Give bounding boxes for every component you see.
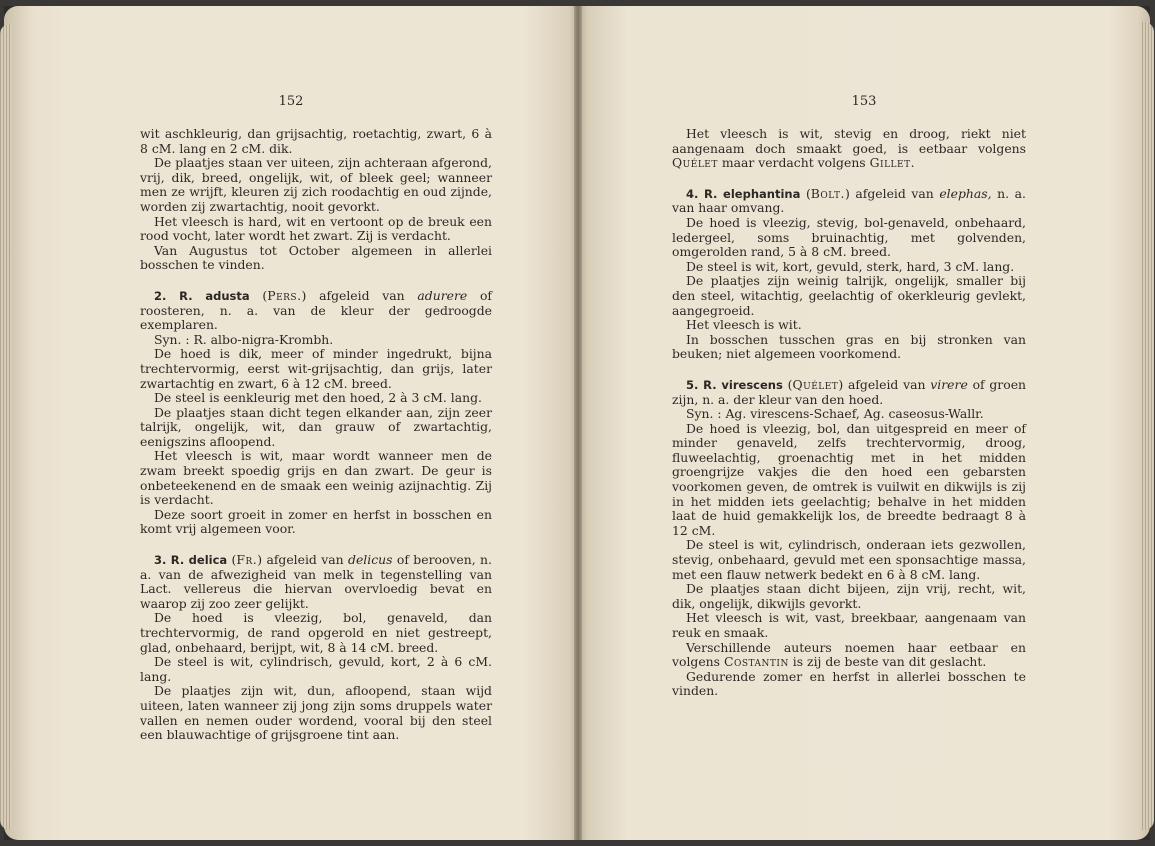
paragraph: Deze soort groeit in zomer en herfst in bosschen en komt vrij algemeen voor. bbox=[140, 506, 492, 537]
etymology-word: delicus bbox=[348, 552, 393, 568]
book-gutter bbox=[574, 6, 582, 840]
paragraph: De plaatjes staan dicht tegen elkander aan, zijn zeer talrijk, ongelijk, wit, dan grauw of zwartachtig, eenigszins afloopend. bbox=[140, 404, 492, 449]
entry-lead: afgeleid van bbox=[266, 552, 344, 568]
paragraph: De hoed is vleezig, bol, genaveld, dan trechtervormig, de rand opgerold en niet gestreept, glad, onbehaard, berijpt, wit, 8 à 14 cM. breed. bbox=[140, 610, 492, 655]
author-name: Costantin bbox=[723, 654, 789, 670]
paragraph: Het vleesch is wit. bbox=[686, 317, 802, 333]
right-page bbox=[578, 6, 1150, 840]
etymology-word: adurere bbox=[417, 287, 468, 303]
text-run: Verschillende auteurs noemen haar eetbaar en volgens bbox=[672, 639, 1026, 670]
entry-number: 3. bbox=[154, 553, 167, 568]
paragraph: De plaatjes zijn weinig talrijk, ongelijk, smaller bij den steel, witachtig, geelachtig of okerkleurig gevlekt, aangegroeid. bbox=[672, 273, 1026, 318]
paragraph: De steel is eenkleurig met den hoed, 2 à 3 cM. lang. bbox=[154, 390, 482, 406]
entry-author: Fr. bbox=[236, 552, 258, 568]
entry-number: 5. bbox=[686, 377, 699, 392]
right-page-number: 153 bbox=[851, 94, 877, 109]
synonym-line: Syn. : Ag. virescens-Schaef, Ag. caseosus-Wallr. bbox=[686, 406, 984, 422]
author-name: Quélet bbox=[672, 155, 718, 171]
entry-name: R. delica bbox=[170, 553, 228, 568]
entry-heading-delica: 3. R. delica (Fr.) afgeleid van delicus of berooven, n. a. van de afwezigheid van melk in tegenstelling van Lact. vellereus die hiervan overvloedig bevat en waarop zij zoo zeer gelijkt. bbox=[140, 552, 492, 611]
paragraph: De hoed is vleezig, stevig, bol-genaveld, onbehaard, ledergeel, soms bruinachtig, met golvenden, omgerolden rand, 5 à 8 cM. breed. bbox=[672, 214, 1026, 260]
paragraph: De steel is wit, cylindrisch, gevuld, kort, 2 à 6 cM. lang. bbox=[140, 654, 492, 684]
paragraph: In bosschen tusschen gras en bij stronken van beuken; niet algemeen voorkomend. bbox=[672, 331, 1026, 362]
entry-lead: afgeleid van bbox=[319, 287, 405, 303]
right-page-edges bbox=[1142, 22, 1154, 830]
paragraph: Het vleesch is hard, wit en vertoont op de breuk een rood vocht, later wordt het zwart. Zij is verdacht. bbox=[140, 213, 492, 244]
synonym-line: Syn. : R. albo-nigra-Krombh. bbox=[154, 331, 334, 347]
entry-heading-elephantina: 4. R. elephantina (Bolt.) afgeleid van elephas, n. a. van haar omvang. bbox=[672, 185, 1026, 216]
paragraph: wit aschkleurig, dan grijsachtig, roetachtig, zwart, 6 à 8 cM. lang en 2 cM. dik. bbox=[140, 126, 492, 156]
paragraph: De hoed is vleezig, bol, dan uitgespreid en meer of minder genaveld, zelfs trechtervormig, droog, fluweelachtig, groenachtig met in het midden groengrijze vakjes die den hoed een gebarsten voorkomen geven, de omtrek is vuilwit en dikwijls is zij in het midden iets geelachtig; behalve in het midden laat de huid gemakkelijk los, de breedte bedraagt 8 à 12 cM. bbox=[672, 420, 1026, 538]
entry-number: 4. bbox=[686, 186, 699, 201]
entry-number: 2. bbox=[154, 288, 167, 303]
entry-lead: afgeleid van bbox=[855, 185, 934, 201]
text-run: is zij de beste van dit geslacht. bbox=[792, 654, 987, 670]
entry-heading-adusta: 2. R. adusta (Pers.) afgeleid van adurere of roosteren, n. a. van de kleur der gedroogde exemplaren. bbox=[140, 287, 492, 333]
left-page-edges bbox=[0, 24, 12, 830]
entry-rest: n. a. van haar omvang. bbox=[672, 185, 1026, 216]
author-name: Gillet. bbox=[869, 155, 916, 171]
entry-author: Bolt. bbox=[810, 185, 845, 201]
paragraph: De steel is wit, kort, gevuld, sterk, hard, 3 cM. lang. bbox=[686, 258, 1015, 274]
paragraph: Van Augustus tot October algemeen in allerlei bosschen te vinden. bbox=[140, 242, 492, 273]
entry-name: R. virescens bbox=[703, 377, 783, 392]
paragraph: De plaatjes staan dicht bijeen, zijn vrij, recht, wit, dik, ongelijk, dikwijls gevorkt. bbox=[672, 581, 1026, 611]
entry-lead: afgeleid van bbox=[847, 376, 926, 392]
entry-rest: of roosteren, n. a. van de kleur der gedroogde exemplaren. bbox=[140, 287, 492, 333]
paragraph: De plaatjes zijn wit, dun, afloopend, staan wijd uiteen, laten wanneer zij jong zijn soms druppels water vallen en nemen ouder wordend, vooral bij den steel een blauwachtige of grijsgroene tint aan. bbox=[140, 683, 492, 743]
paragraph: Gedurende zomer en herfst in allerlei bosschen te vinden. bbox=[672, 668, 1026, 699]
entry-rest: of berooven, n. a. van de afwezigheid van melk in tegenstelling van Lact. vellereus die hiervan overvloedig bevat en waarop zij zoo zeer gelijkt. bbox=[140, 552, 492, 611]
paragraph bbox=[672, 127, 1026, 171]
entry-rest: of groen zijn, n. a. der kleur van den hoed. bbox=[672, 376, 1027, 407]
etymology-word: virere bbox=[930, 376, 968, 392]
paragraph: Het vleesch is wit, maar wordt wanneer men de zwam breekt spoedig grijs en dan zwart. De geur is onbeteekenend en de smaak een weinig azijnachtig. Zij is verdacht. bbox=[140, 448, 492, 508]
paragraph bbox=[672, 641, 1026, 670]
entry-author: Quélet bbox=[792, 376, 839, 392]
entry-heading-virescens: 5. R. virescens (Quélet) afgeleid van virere of groen zijn, n. a. der kleur van den hoed. bbox=[672, 376, 1027, 407]
book-spread bbox=[4, 6, 1150, 840]
etymology-word: elephas, bbox=[939, 185, 992, 201]
paragraph: Het vleesch is wit, vast, breekbaar, aangenaam van reuk en smaak. bbox=[672, 610, 1026, 640]
paragraph: De steel is wit, cylindrisch, onderaan iets gezwollen, stevig, onbehaard, gevuld met een sponsachtige massa, met een flauw netwerk bedekt en 6 à 8 cM. lang. bbox=[672, 537, 1026, 582]
text-run: maar verdacht volgens bbox=[721, 155, 866, 171]
left-page-number: 152 bbox=[278, 94, 304, 109]
entry-name: R. elephantina bbox=[703, 186, 801, 201]
right-page-text bbox=[672, 127, 1026, 699]
left-page-text bbox=[140, 127, 492, 743]
entry-name: R. adusta bbox=[179, 288, 250, 303]
entry-author: Pers. bbox=[267, 287, 302, 303]
paragraph: De plaatjes staan ver uiteen, zijn achteraan afgerond, vrij, dik, breed, ongelijk, wit, of bleek geel; wanneer men ze wrijft, kleuren zij zich roodachtig en oud zijnde, worden zij zwartachtig, nooit gevorkt. bbox=[140, 155, 492, 214]
left-page bbox=[4, 6, 578, 840]
paragraph: De hoed is dik, meer of minder ingedrukt, bijna trechtervormig, eerst wit-grijsachtig, dan grijs, later zwartachtig en zwart, 6 à 12 cM. breed. bbox=[140, 346, 492, 391]
text-run: Het vleesch is wit, stevig en droog, riekt niet aangenaam doch smaakt goed, is eetbaar volgens bbox=[672, 126, 1026, 156]
